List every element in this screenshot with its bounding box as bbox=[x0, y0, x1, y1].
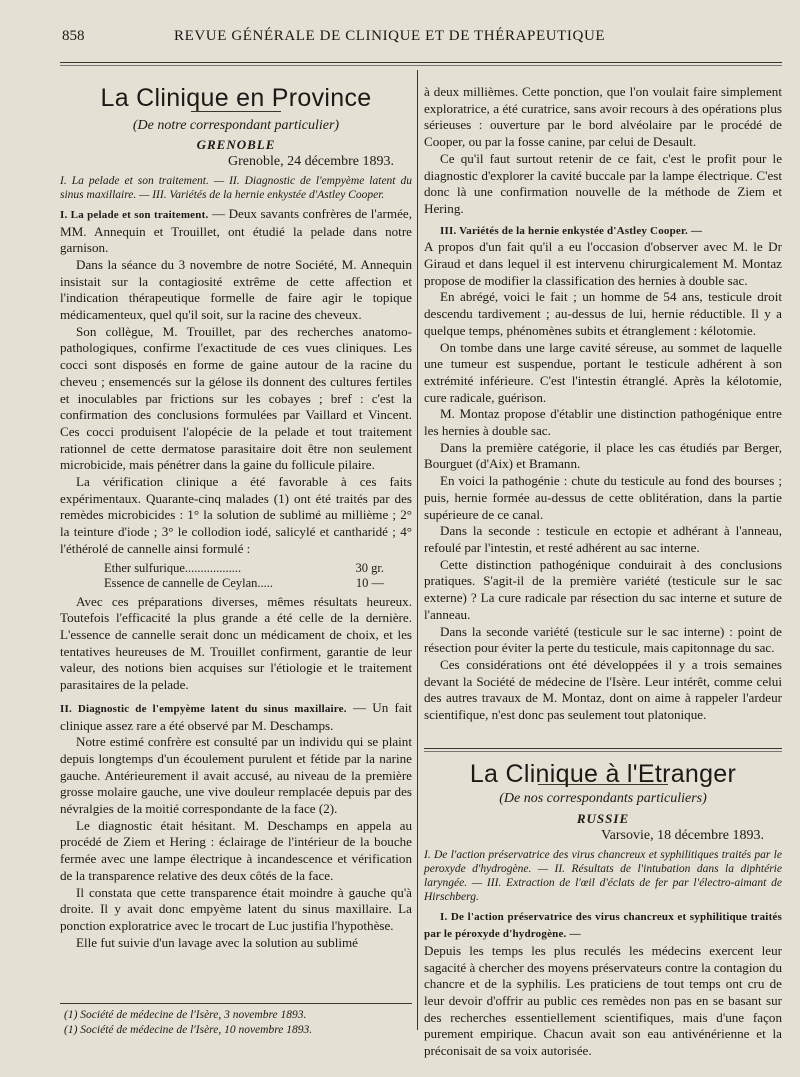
footnote-rule bbox=[60, 1003, 412, 1004]
paragraph bbox=[60, 206, 412, 257]
section-separator-thin bbox=[424, 751, 782, 752]
section-title-etranger: La Clinique à l'Etranger bbox=[469, 759, 737, 788]
page-number: 858 bbox=[62, 28, 85, 44]
right-column bbox=[424, 84, 782, 1060]
section-heading-text: III. Variétés de la hernie enkystée d'Astley Cooper. — bbox=[440, 224, 703, 237]
paragraph: En abrégé, voici le fait ; un homme de 54 ans, testicule droit descendu tardivement ; au-dessus de lui, hernie réductible. Il y a quelque temps, phénomènes subits et étranglement : kélotomie. bbox=[424, 289, 782, 338]
table-of-contents: I. De l'action préservatrice des virus chancreux et syphilitiques traités par le peroxyde d'hydrogène. — II. Résultats de l'intubation dans la diphtérie laryngée. — III. Extraction de l'œil d'éclats de fer par l'électro-aimant de Hirschberg. bbox=[424, 848, 782, 903]
recipe-ingredient: Ether sulfurique.................. bbox=[104, 560, 242, 575]
paragraph: Dans la séance du 3 novembre de notre Société, M. Annequin insistait sur la contagiosité extrême de cette affection et l'indication thérapeutique formelle de faire agir le topique médicamenteux, quel qu'il soit, sur la racine des cheveux. bbox=[60, 256, 412, 323]
paragraph: A propos d'un fait qu'il a eu l'occasion d'observer avec M. le Dr Giraud et dans lequel il est intervenu chirurgicalement M. Montaz propose de modifier la classification des hernies à double sac. bbox=[424, 239, 782, 288]
country-heading: RUSSIE bbox=[576, 811, 630, 827]
paragraph: Avec ces préparations diverses, mêmes résultats heureux. Toutefois l'efficacité la plus grande a été celle de la dernière. L'essence de cannelle serait donc un médicament de choix, et les tentatives heureuses de M. Trouillet confirment, garantie de leur valeur, des notions bien acquises sur l'étiologie et le traitement parasitaires de la pelade. bbox=[60, 593, 412, 693]
page-header bbox=[62, 28, 762, 50]
paragraph: En voici la pathogénie : chute du testicule au fond des bourses ; puis, hernie formée au-dessus de cette oblitération, dans la partie supérieure de ce canal. bbox=[424, 473, 782, 522]
recipe-quantity: 10 — bbox=[355, 575, 384, 590]
section-separator bbox=[424, 748, 782, 749]
paragraph: Cette distinction pathogénique conduirait à des conclusions pratiques. S'agit-il de la première variété (testicule sur le sac externe) ? La cure radicale par résection du sac interne et suture de l'anneau. bbox=[424, 556, 782, 622]
recipe-line bbox=[60, 561, 412, 576]
paragraph: On tombe dans une large cavité séreuse, au sommet de laquelle une tumeur est suspendue, portant le testicule adhérent à son extrémité inférieure. C'est l'intestin étranglé. Après la kélotomie, cure radicale, guérison. bbox=[424, 339, 782, 405]
dateline: Varsovie, 18 décembre 1893. bbox=[601, 827, 764, 843]
column-divider bbox=[417, 70, 418, 1030]
paragraph: Ce qu'il faut surtout retenir de ce fait, c'est le profit pour le diagnostic d'explorer la cavité buccale par la lampe électrique. C'est donc là une confirmation nouvelle de la méthode de Ziem et Hering. bbox=[424, 150, 782, 216]
paragraph: La vérification clinique a été favorable à ces faits expérimentaux. Quarante-cinq malades (1) ont été traités par des remèdes microbicides : 1° la solution de sublimé au millième ; 2° la teinture d'iode ; 3° le collodion iodé, salicylé et cantharidé ; 4° l'éthérolé de cannelle ainsi formulé : bbox=[60, 474, 412, 556]
paragraph: Le diagnostic était hésitant. M. Deschamps en appela au procédé de Ziem et Hering : éclairage de l'intérieur de la bouche fermée avec une lampe électrique à incandescence et vérification de la transparence relative des deux côtés de la face. bbox=[60, 817, 412, 883]
section-title-province: La Clinique en Province bbox=[100, 84, 372, 112]
paragraph: Dans la seconde : testicule en ectopie et adhérant à l'anneau, refoulé par l'intestin, et resté adhérent au sac interne. bbox=[424, 523, 782, 555]
dateline: Grenoble, 24 décembre 1893. bbox=[228, 154, 394, 170]
table-of-contents: I. La pelade et son traitement. — II. Diagnostic de l'empyème latent du sinus maxillaire. — III. Variétés de la hernie enkystée d'Astley Cooper. bbox=[60, 174, 412, 201]
paragraph: Son collègue, M. Trouillet, par des recherches anatomo-pathologiques, confirme l'exactitude de ces vues cliniques. Les cocci sont disposés en forme de gaine autour de la racine du cheveu ; ensemencés sur la gélose ils donnent des cultures fertiles et inoculables par frictions sur les cobayes ; bref : c'est la confirmation des conclusions formulées par Vaillard et Vincent. Ces cocci produisent l'alopécie de la pelade et tout traitement rationnel de cette dermatose parasitaire doit être non seulement microbicide, mais pénétrer dans la gaine du follicule pilaire. bbox=[60, 323, 412, 473]
paragraph: Elle fut suivie d'un lavage avec la solution au sublimé bbox=[76, 934, 358, 950]
paragraph: Dans la seconde variété (testicule sur le sac interne) : point de résection pour éviter la perte du testicule, mais capitonnage du sac. bbox=[424, 623, 782, 656]
section-heading-empyeme: II. Diagnostic de l'empyème latent du sinus maxillaire. bbox=[60, 702, 347, 715]
paragraph-text: — Deux savants confrères de l'armée, MM. Annequin et Trouillet, ont étudié la pelade dans notre garnison. bbox=[60, 205, 412, 256]
paragraph: Notre estimé confrère est consulté par un individu qui se plaint depuis longtemps d'un écoulement purulent et fétide par la narine gauche. Antérieurement il avait accusé, au niveau de la première grosse molaire gauche, une vive douleur remplacée depuis par des névralgies de la moitié correspondante de la face (2). bbox=[60, 734, 412, 817]
section-heading-pelade: I. La pelade et son traitement. bbox=[60, 208, 209, 221]
footnotes bbox=[64, 1008, 412, 1038]
paragraph: Il constata que cette transparence était moindre à gauche qu'à droite. Il y avait donc empyème latent du sinus maxillaire. La ponction exploratrice avec le trocart de Luc justifia l'hypothèse. bbox=[60, 884, 412, 933]
paragraph: à deux millièmes. Cette ponction, que l'on voulait faire simplement exploratrice, a été curatrice, sans avoir recours à des opérations plus sérieuses : ouverture par le bord alvéolaire par le procédé de Cooper, ou par la fosse canine, par celui de Desault. bbox=[424, 84, 782, 150]
paragraph-text: — Un fait clinique assez rare a été observé par M. Deschamps. bbox=[60, 699, 412, 733]
section-heading-hernie bbox=[424, 222, 782, 240]
header-rule bbox=[60, 62, 782, 63]
recipe-ingredient: Essence de cannelle de Ceylan..... bbox=[104, 575, 274, 590]
recipe-line bbox=[60, 576, 412, 591]
paragraph: Ces considérations ont été développées il y a trois semaines devant la Société de médecine de l'Isère. Leur intérêt, comme celui des autres travaux de M. Montaz, dont on aime à rappeler l'ardeur scientifique, n'est donc pas seulement tout platonique. bbox=[424, 656, 782, 723]
header-rule-thin bbox=[60, 65, 782, 66]
paragraph bbox=[60, 700, 412, 734]
running-title: REVUE GÉNÉRALE DE CLINIQUE ET DE THÉRAPEUTIQUE bbox=[174, 28, 606, 44]
paragraph: Depuis les temps les plus reculés les médecins exercent leur sagacité à chercher des moyens préservateurs contre la contagion du chancre et de la syphilis. Les praticiens de tout temps ont cru de leur devoir d'offrir au public ces remèdes non pas en se basant sur des recherches essentiellement scientifiques, mais d'une façon purement empirique. Chacun avait son eau antivénérienne et la préconisait de sa voix autorisée. bbox=[424, 942, 782, 1059]
paragraph: M. Montaz propose d'établir une distinction pathogénique entre les hernies à double sac. bbox=[424, 406, 782, 439]
footnote: (1) Société de médecine de l'Isère, 10 novembre 1893. bbox=[64, 1024, 313, 1036]
footnote: (1) Société de médecine de l'Isère, 3 novembre 1893. bbox=[64, 1009, 307, 1021]
recipe-quantity: 30 gr. bbox=[355, 560, 384, 575]
section-heading-text: I. De l'action préservatrice des virus chancreux et syphilitique traités par le péroxyde d'hydrogène. — bbox=[424, 910, 782, 941]
left-column bbox=[60, 84, 412, 951]
section-heading-peroxyde bbox=[424, 908, 782, 943]
correspondent-note: (De nos correspondants particuliers) bbox=[499, 791, 707, 807]
paragraph: Dans la première catégorie, il place les cas étudiés par Berger, Bourguet (d'Aix) et Bramann. bbox=[424, 439, 782, 472]
city-heading: GRENOBLE bbox=[196, 137, 276, 153]
correspondent-note: (De notre correspondant particulier) bbox=[132, 117, 340, 133]
